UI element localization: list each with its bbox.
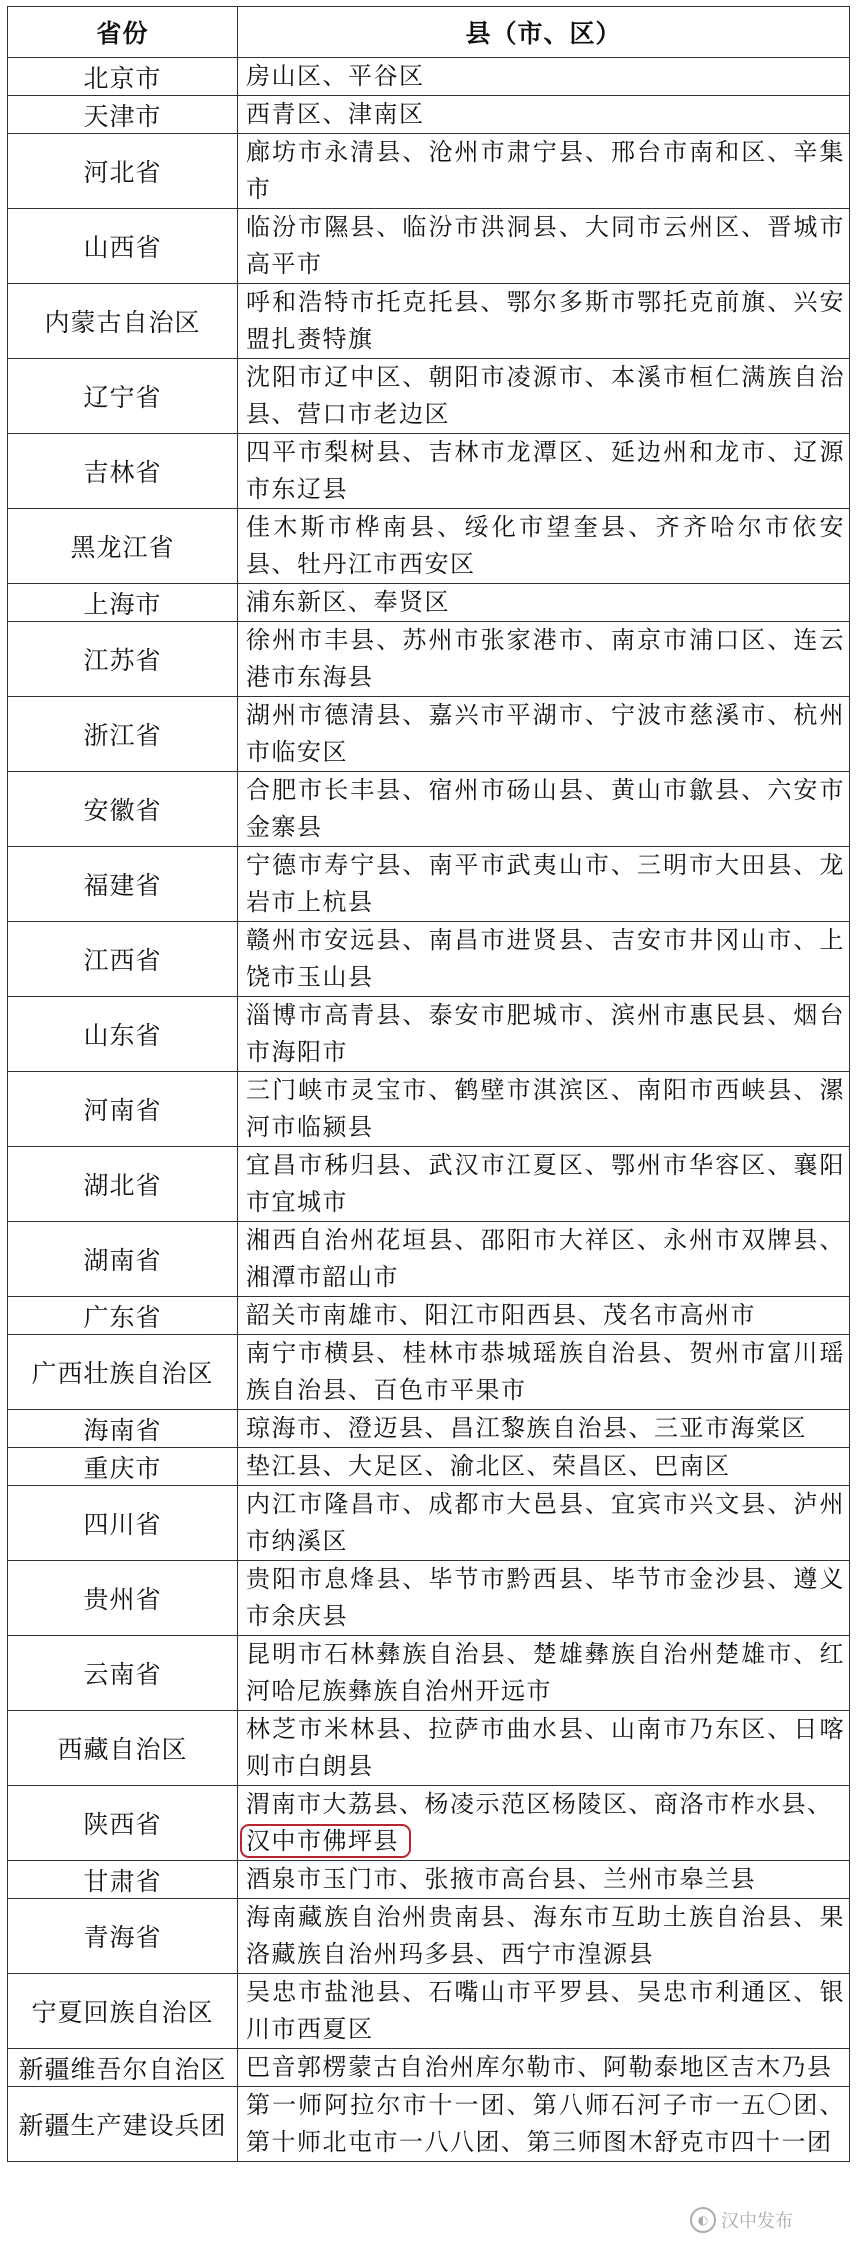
counties-text: 淄博市高青县、泰安市肥城市、滨州市惠民县、烟台市海阳市: [246, 1001, 845, 1066]
counties-text: 垫江县、大足区、渝北区、荣昌区、巴南区: [246, 1452, 731, 1480]
province-cell: 海南省: [8, 1410, 238, 1448]
table-row: [8, 922, 850, 997]
counties-text: 三门峡市灵宝市、鹤壁市淇滨区、南阳市西峡县、漯河市临颍县: [246, 1076, 845, 1141]
table-row: [8, 1072, 850, 1147]
table-row: [8, 96, 850, 134]
province-cell: 宁夏回族自治区: [8, 1974, 238, 2049]
counties-text: 湖州市德清县、嘉兴市平湖市、宁波市慈溪市、杭州市临安区: [246, 701, 845, 766]
counties-text: 宁德市寿宁县、南平市武夷山市、三明市大田县、龙岩市上杭县: [246, 851, 845, 916]
counties-text: 房山区、平谷区: [246, 62, 425, 90]
counties-cell: [238, 1486, 850, 1561]
counties-cell: [238, 1786, 850, 1861]
table-row: [8, 1974, 850, 2049]
counties-cell: [238, 434, 850, 509]
province-cell: 重庆市: [8, 1448, 238, 1486]
table-row: [8, 1711, 850, 1786]
province-cell: 北京市: [8, 58, 238, 96]
counties-text: 临汾市隰县、临汾市洪洞县、大同市云州区、晋城市高平市: [246, 213, 845, 278]
table-row: [8, 1899, 850, 1974]
watermark-text: 汉中发布: [721, 2211, 793, 2232]
counties-text: 湘西自治州花垣县、邵阳市大祥区、永州市双牌县、湘潭市韶山市: [246, 1226, 845, 1291]
counties-cell: [238, 209, 850, 284]
counties-cell: [238, 1448, 850, 1486]
province-cell: 河北省: [8, 134, 238, 209]
province-cell: 黑龙江省: [8, 509, 238, 584]
province-cell: 贵州省: [8, 1561, 238, 1636]
table-row: [8, 209, 850, 284]
wechat-icon: ◐: [690, 2207, 716, 2233]
counties-text: 第一师阿拉尔市十一团、第八师石河子市一五〇团、第十师北屯市一八八团、第三师图木舒克市四十一团: [246, 2091, 845, 2156]
counties-text: 海南藏族自治州贵南县、海东市互助土族自治县、果洛藏族自治州玛多县、西宁市湟源县: [246, 1903, 845, 1968]
province-cell: 云南省: [8, 1636, 238, 1711]
province-cell: 四川省: [8, 1486, 238, 1561]
counties-cell: [238, 359, 850, 434]
counties-cell: [238, 134, 850, 209]
table-row: [8, 1636, 850, 1711]
header-counties: 县（市、区）: [238, 7, 850, 58]
counties-text: 沈阳市辽中区、朝阳市凌源市、本溪市桓仁满族自治县、营口市老边区: [246, 363, 845, 428]
counties-cell: [238, 1974, 850, 2049]
province-cell: 西藏自治区: [8, 1711, 238, 1786]
county-table: [7, 6, 850, 2162]
counties-cell: [238, 584, 850, 622]
table-row: [8, 847, 850, 922]
counties-text: 贵阳市息烽县、毕节市黔西县、毕节市金沙县、遵义市余庆县: [246, 1565, 845, 1630]
table-row: [8, 1561, 850, 1636]
counties-cell: [238, 1222, 850, 1297]
province-cell: 青海省: [8, 1899, 238, 1974]
counties-text: 韶关市南雄市、阳江市阳西县、茂名市高州市: [246, 1301, 756, 1329]
counties-cell: [238, 1561, 850, 1636]
table-row: [8, 1448, 850, 1486]
province-cell: 广东省: [8, 1297, 238, 1335]
table-row: [8, 997, 850, 1072]
province-cell: 广西壮族自治区: [8, 1335, 238, 1410]
counties-text: 吴忠市盐池县、石嘴山市平罗县、吴忠市利通区、银川市西夏区: [246, 1978, 845, 2043]
counties-text: 廊坊市永清县、沧州市肃宁县、邢台市南和区、辛集市: [246, 138, 845, 203]
counties-cell: [238, 922, 850, 997]
province-cell: 湖南省: [8, 1222, 238, 1297]
table-row: [8, 622, 850, 697]
province-cell: 吉林省: [8, 434, 238, 509]
table-row: [8, 134, 850, 209]
counties-text: 赣州市安远县、南昌市进贤县、吉安市井冈山市、上饶市玉山县: [246, 926, 845, 991]
counties-cell: [238, 1899, 850, 1974]
counties-cell: [238, 1072, 850, 1147]
province-cell: 河南省: [8, 1072, 238, 1147]
counties-text: 内江市隆昌市、成都市大邑县、宜宾市兴文县、泸州市纳溪区: [246, 1490, 845, 1555]
table-row: [8, 1147, 850, 1222]
province-cell: 浙江省: [8, 697, 238, 772]
counties-cell: [238, 284, 850, 359]
counties-text: 巴音郭楞蒙古自治州库尔勒市、阿勒泰地区吉木乃县: [246, 2053, 833, 2081]
table-row: [8, 2049, 850, 2087]
counties-cell: [238, 1410, 850, 1448]
counties-cell: [238, 509, 850, 584]
counties-cell: [238, 1147, 850, 1222]
counties-cell: [238, 2049, 850, 2087]
table-row: [8, 772, 850, 847]
province-cell: 甘肃省: [8, 1861, 238, 1899]
counties-cell: [238, 847, 850, 922]
counties-cell: [238, 1335, 850, 1410]
counties-text: 四平市梨树县、吉林市龙潭区、延边州和龙市、辽源市东辽县: [246, 438, 845, 503]
province-cell: 江西省: [8, 922, 238, 997]
counties-cell: [238, 58, 850, 96]
table-row: [8, 509, 850, 584]
province-cell: 上海市: [8, 584, 238, 622]
table-row: [8, 1486, 850, 1561]
counties-cell: [238, 1297, 850, 1335]
counties-cell: [238, 1636, 850, 1711]
province-cell: 湖北省: [8, 1147, 238, 1222]
counties-cell: [238, 772, 850, 847]
table-row: [8, 1335, 850, 1410]
county-table-sheet: [7, 6, 849, 2162]
table-row: [8, 584, 850, 622]
province-cell: 陕西省: [8, 1786, 238, 1861]
table-row: [8, 58, 850, 96]
table-row: [8, 697, 850, 772]
counties-cell: [238, 1711, 850, 1786]
highlighted-county: 汉中市佛坪县: [240, 1824, 411, 1858]
counties-text: 林芝市米林县、拉萨市曲水县、山南市乃东区、日喀则市白朗县: [246, 1715, 845, 1780]
province-cell: 新疆生产建设兵团: [8, 2087, 238, 2162]
counties-text: 昆明市石林彝族自治县、楚雄彝族自治州楚雄市、红河哈尼族彝族自治州开远市: [246, 1640, 845, 1705]
counties-text: 徐州市丰县、苏州市张家港市、南京市浦口区、连云港市东海县: [246, 626, 845, 691]
table-row: [8, 284, 850, 359]
province-cell: 内蒙古自治区: [8, 284, 238, 359]
counties-cell: [238, 2087, 850, 2162]
table-row: [8, 2087, 850, 2162]
watermark: [690, 2203, 840, 2237]
province-cell: 福建省: [8, 847, 238, 922]
table-row: [8, 1297, 850, 1335]
province-cell: 安徽省: [8, 772, 238, 847]
counties-cell: [238, 997, 850, 1072]
province-cell: 山东省: [8, 997, 238, 1072]
province-cell: 天津市: [8, 96, 238, 134]
province-cell: 山西省: [8, 209, 238, 284]
province-cell: 新疆维吾尔自治区: [8, 2049, 238, 2087]
counties-text: 浦东新区、奉贤区: [246, 588, 450, 616]
counties-cell: [238, 697, 850, 772]
table-row: [8, 434, 850, 509]
province-cell: 辽宁省: [8, 359, 238, 434]
counties-cell: [238, 96, 850, 134]
counties-text: 南宁市横县、桂林市恭城瑶族自治县、贺州市富川瑶族自治县、百色市平果市: [246, 1339, 845, 1404]
province-cell: 江苏省: [8, 622, 238, 697]
counties-text: 宜昌市秭归县、武汉市江夏区、鄂州市华容区、襄阳市宜城市: [246, 1151, 845, 1216]
counties-cell: [238, 622, 850, 697]
header-province: 省份: [8, 7, 238, 58]
table-row: [8, 1786, 850, 1861]
counties-text: 酒泉市玉门市、张掖市高台县、兰州市皋兰县: [246, 1865, 756, 1893]
table-header-row: [8, 7, 850, 58]
table-row: [8, 359, 850, 434]
counties-text: 西青区、津南区: [246, 100, 425, 128]
counties-text: 渭南市大荔县、杨凌示范区杨陵区、商洛市柞水县、: [246, 1790, 833, 1818]
counties-text: 呼和浩特市托克托县、鄂尔多斯市鄂托克前旗、兴安盟扎赉特旗: [246, 288, 845, 353]
table-row: [8, 1222, 850, 1297]
table-row: [8, 1410, 850, 1448]
table-row: [8, 1861, 850, 1899]
counties-text: 合肥市长丰县、宿州市砀山县、黄山市歙县、六安市金寨县: [246, 776, 845, 841]
counties-cell: [238, 1861, 850, 1899]
counties-text: 佳木斯市桦南县、绥化市望奎县、齐齐哈尔市依安县、牡丹江市西安区: [246, 513, 845, 578]
counties-text: 琼海市、澄迈县、昌江黎族自治县、三亚市海棠区: [246, 1414, 807, 1442]
